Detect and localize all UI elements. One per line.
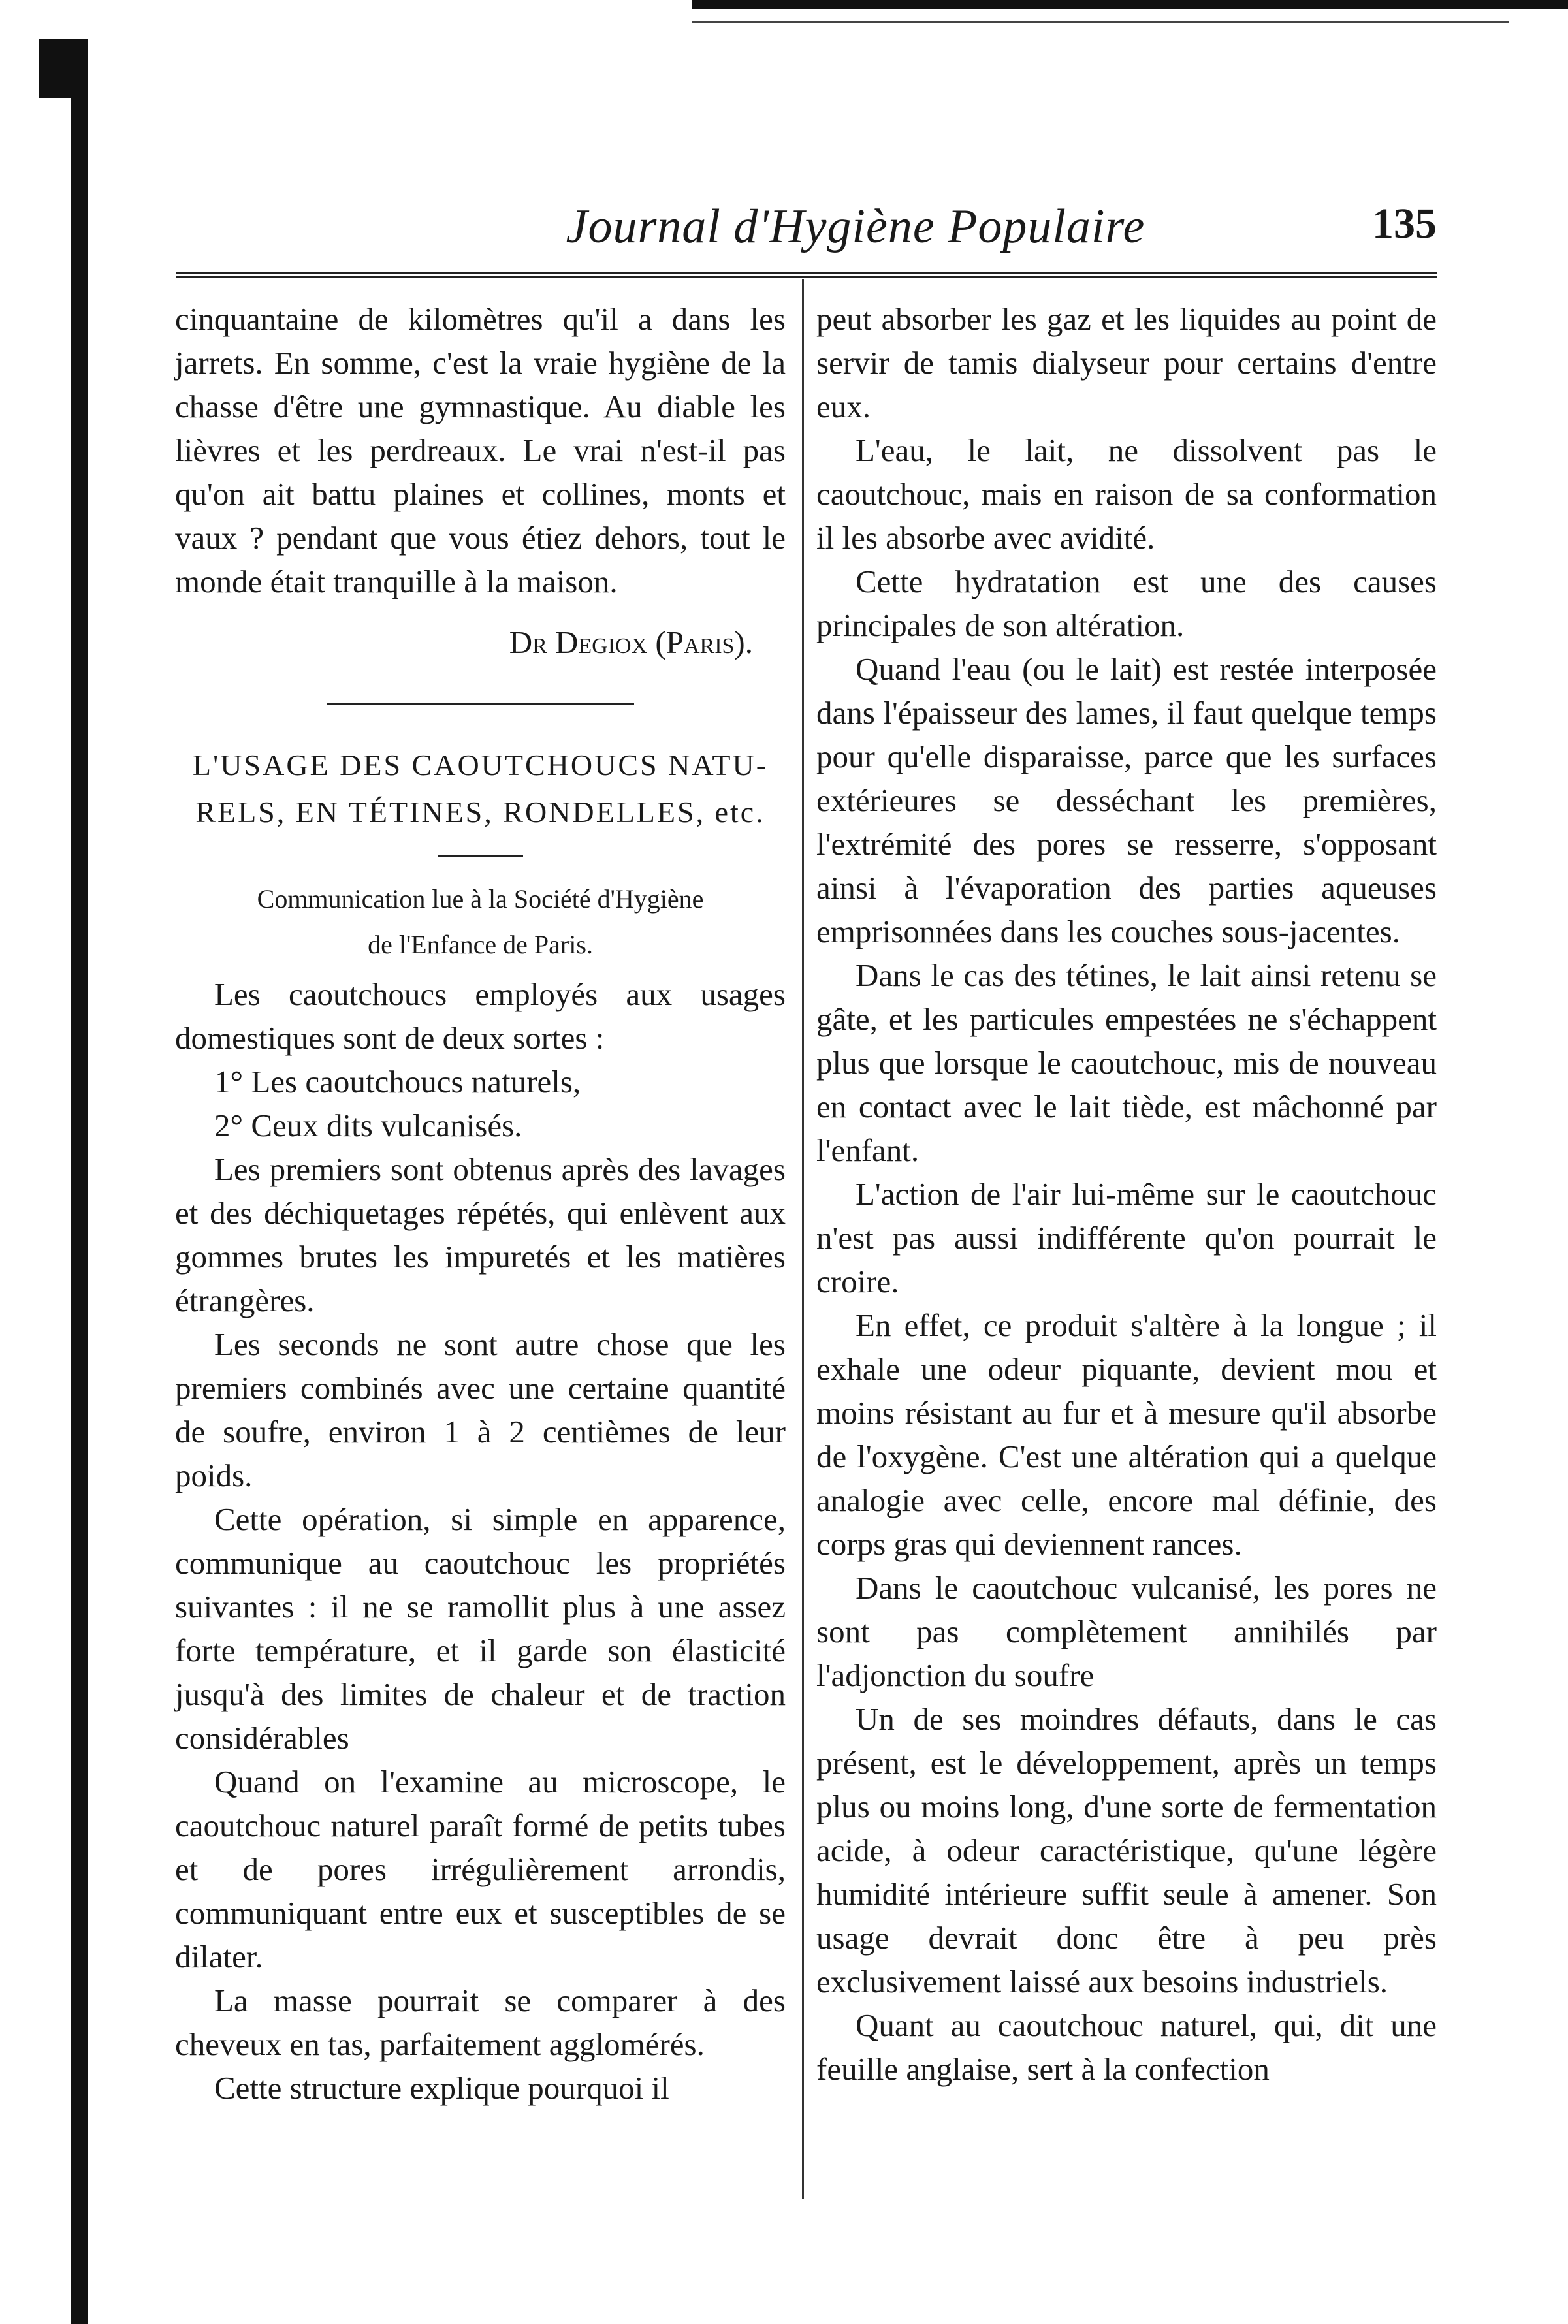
paragraph: Les premiers sont obtenus après des lavages et des déchiquetages répétés, qui enlèvent aux gommes brutes les impuretés et les matières étrangères. <box>175 1151 786 1318</box>
paragraph: cinquantaine de kilomètres qu'il a dans les jarrets. En somme, c'est la vraie hygiène de la chasse d'être une gymnastique. Au diable les lièvres et les perdreaux. Le vrai n'est-il pas qu'on ait battu plaines et collines, monts et vaux ? pendant que vous étiez dehors, tout le monde était tranquille à la maison. <box>175 301 786 599</box>
list-item: 1° Les caoutchoucs naturels, <box>214 1064 581 1100</box>
paragraph: Cette opération, si simple en apparence, communique au caoutchouc les propriétés suivantes : il ne se ramollit plus à une assez forte température, et il garde son élasticité jusqu'à des limites de chaleur et de traction considérables <box>175 1501 786 1756</box>
paragraph: Cette hydratation est une des causes principales de son altération. <box>816 564 1437 643</box>
journal-title: Journal d'Hygiène Populaire <box>566 200 1145 253</box>
article-title-line: RELS, EN TÉTINES, RONDELLES, etc. <box>195 795 765 829</box>
communication-note: Communication lue à la Société d'Hygiène <box>257 884 704 914</box>
paragraph: Un de ses moindres défauts, dans le cas présent, est le développement, après un temps plus ou moins long, d'une sorte de fermentation acide, à odeur caractéristique, qu'une légère humidité intérieure suffit seule à amener. Son usage devrait donc être à peu près exclusivement laissé aux besoins industriels. <box>816 1701 1437 1999</box>
list-item: 2° Ceux dits vulcanisés. <box>214 1107 522 1143</box>
paragraph: La masse pourrait se comparer à des cheveux en tas, parfaitement agglomérés. <box>175 1982 786 2062</box>
scan-edge-top-line <box>692 21 1509 23</box>
right-column <box>816 297 1437 2091</box>
paragraph: Les seconds ne sont autre chose que les premiers combinés avec une certaine quantité de soufre, environ 1 à 2 centièmes de leur poids. <box>175 1326 786 1493</box>
scan-edge-notch <box>39 39 78 98</box>
paragraph: Quand on l'examine au microscope, le caoutchouc naturel paraît formé de petits tubes et de pores irrégulièrement arrondis, communiquant entre eux et susceptibles de se dilater. <box>175 1764 786 1975</box>
paragraph: Dans le caoutchouc vulcanisé, les pores ne sont pas complètement annihilés par l'adjonction du soufre <box>816 1570 1437 1693</box>
paragraph: Les caoutchoucs employés aux usages domestiques sont de deux sortes : <box>175 976 786 1056</box>
paragraph: L'eau, le lait, ne dissolvent pas le caoutchouc, mais en raison de sa conformation il les absorbe avec avidité. <box>816 432 1437 556</box>
scan-edge-top <box>692 0 1568 9</box>
paragraph: peut absorber les gaz et les liquides au point de servir de tamis dialyseur pour certains d'entre eux. <box>816 301 1437 424</box>
communication-note: de l'Enfance de Paris. <box>368 930 593 959</box>
running-head <box>176 199 1437 264</box>
title-rule <box>438 855 523 857</box>
paragraph: Cette structure explique pourquoi il <box>214 2070 669 2106</box>
scan-edge-left <box>71 39 88 2324</box>
left-column <box>175 297 786 2110</box>
paragraph: Dans le cas des tétines, le lait ainsi retenu se gâte, et les particules empestées ne s'échappent plus que lorsque le caoutchouc, mis de nouveau en contact avec le lait tiède, est mâchonné par l'enfant. <box>816 957 1437 1168</box>
paragraph: Quand l'eau (ou le lait) est restée interposée dans l'épaisseur des lames, il faut quelque temps pour qu'elle disparaisse, parce que les surfaces extérieures se desséchant les premières, l'extrémité des pores se resserre, s'opposant ainsi à l'évaporation des parties aqueuses emprisonnées dans les couches sous-jacentes. <box>816 651 1437 949</box>
paragraph: Quant au caoutchouc naturel, qui, dit une feuille anglaise, sert à la confection <box>816 2007 1437 2087</box>
article-title-line: L'USAGE DES CAOUTCHOUCS NATU- <box>192 748 769 782</box>
author-signature: Dr Degiox (Paris). <box>509 624 753 660</box>
paragraph: L'action de l'air lui-même sur le caoutchouc n'est pas aussi indifférente qu'on pourrait le croire. <box>816 1176 1437 1299</box>
header-double-rule <box>176 272 1437 278</box>
page-number: 135 <box>1372 200 1437 247</box>
paragraph: En effet, ce produit s'altère à la longue ; il exhale une odeur piquante, devient mou et moins résistant au fur et à mesure qu'il absorbe de l'oxygène. C'est une altération qui a quelque analogie avec celle, encore mal définie, des corps gras qui deviennent rances. <box>816 1307 1437 1562</box>
section-rule <box>327 703 634 705</box>
column-divider <box>802 279 804 2199</box>
